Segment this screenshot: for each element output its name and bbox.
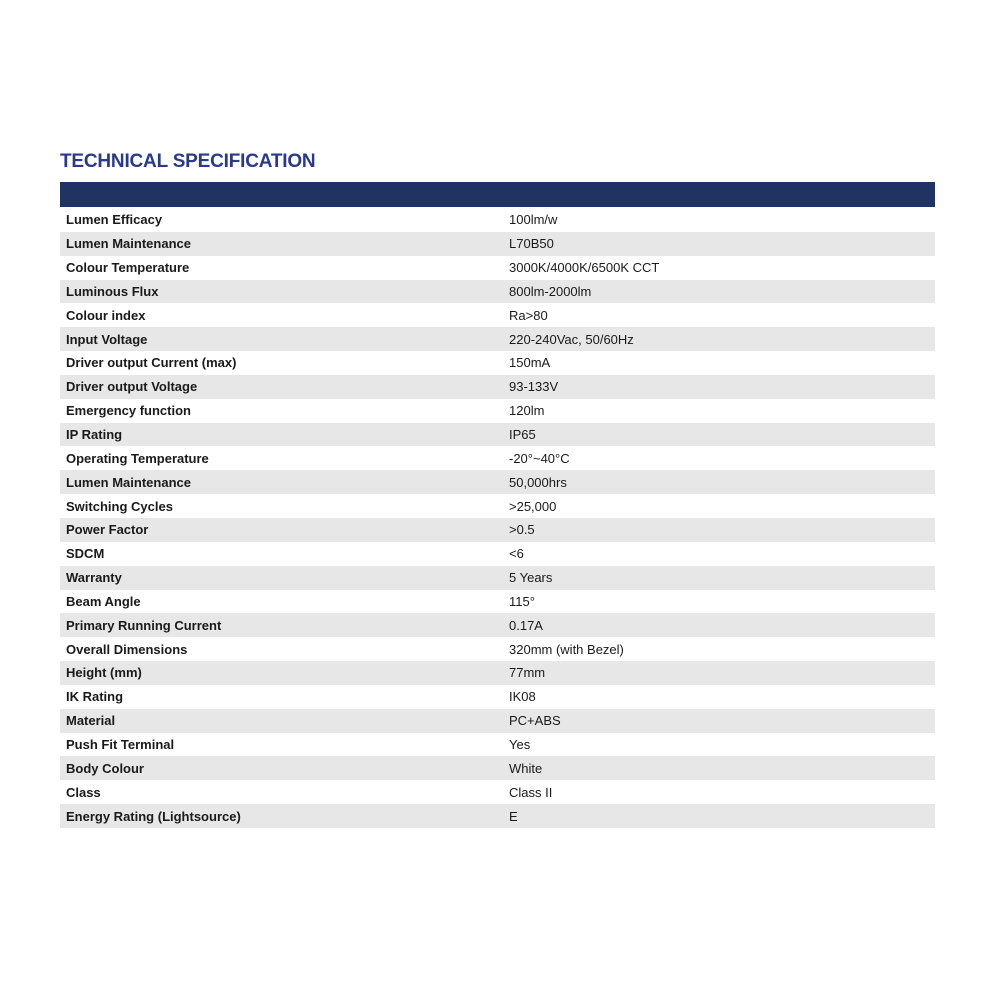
spec-value: >0.5 xyxy=(503,518,935,542)
table-row xyxy=(60,423,935,447)
spec-value: 0.17A xyxy=(503,613,935,637)
table-row xyxy=(60,756,935,780)
spec-value: 77mm xyxy=(503,661,935,685)
table-row xyxy=(60,661,935,685)
table-header-bar xyxy=(60,182,935,207)
spec-label: Primary Running Current xyxy=(60,613,503,637)
spec-value: E xyxy=(503,804,935,828)
spec-label: Lumen Maintenance xyxy=(60,232,503,256)
table-row xyxy=(60,542,935,566)
table-row xyxy=(60,518,935,542)
spec-value: 93-133V xyxy=(503,375,935,399)
spec-value: L70B50 xyxy=(503,232,935,256)
spec-label: Material xyxy=(60,709,503,733)
spec-label: Driver output Current (max) xyxy=(60,351,503,375)
spec-label: Emergency function xyxy=(60,399,503,423)
spec-value: IP65 xyxy=(503,423,935,447)
spec-value: 150mA xyxy=(503,351,935,375)
table-row xyxy=(60,566,935,590)
spec-label: Beam Angle xyxy=(60,590,503,614)
spec-label: Colour Temperature xyxy=(60,256,503,280)
spec-value: 3000K/4000K/6500K CCT xyxy=(503,256,935,280)
table-row xyxy=(60,327,935,351)
spec-value: 115° xyxy=(503,590,935,614)
table-row xyxy=(60,446,935,470)
spec-label: Push Fit Terminal xyxy=(60,733,503,757)
table-row xyxy=(60,375,935,399)
spec-value: Ra>80 xyxy=(503,303,935,327)
table-row xyxy=(60,232,935,256)
table-row xyxy=(60,709,935,733)
spec-value: 5 Years xyxy=(503,566,935,590)
spec-label: Operating Temperature xyxy=(60,446,503,470)
table-row xyxy=(60,590,935,614)
spec-label: SDCM xyxy=(60,542,503,566)
spec-value: Yes xyxy=(503,733,935,757)
spec-value: 100lm/w xyxy=(503,208,935,232)
table-row xyxy=(60,256,935,280)
spec-table-body xyxy=(60,208,935,828)
spec-label: Class xyxy=(60,780,503,804)
spec-label: IK Rating xyxy=(60,685,503,709)
spec-label: Energy Rating (Lightsource) xyxy=(60,804,503,828)
table-row xyxy=(60,399,935,423)
spec-label: Height (mm) xyxy=(60,661,503,685)
table-row xyxy=(60,303,935,327)
spec-table xyxy=(60,208,935,828)
spec-value: 120lm xyxy=(503,399,935,423)
spec-label: Driver output Voltage xyxy=(60,375,503,399)
spec-value: White xyxy=(503,756,935,780)
table-row xyxy=(60,208,935,232)
table-row xyxy=(60,780,935,804)
spec-label: Power Factor xyxy=(60,518,503,542)
spec-label: Overall Dimensions xyxy=(60,637,503,661)
spec-label: Lumen Efficacy xyxy=(60,208,503,232)
spec-value: >25,000 xyxy=(503,494,935,518)
spec-label: IP Rating xyxy=(60,423,503,447)
table-row xyxy=(60,733,935,757)
spec-value: PC+ABS xyxy=(503,709,935,733)
spec-value: <6 xyxy=(503,542,935,566)
table-row xyxy=(60,351,935,375)
spec-value: 50,000hrs xyxy=(503,470,935,494)
spec-label: Input Voltage xyxy=(60,327,503,351)
spec-value: 320mm (with Bezel) xyxy=(503,637,935,661)
spec-label: Luminous Flux xyxy=(60,280,503,304)
table-row xyxy=(60,494,935,518)
spec-label: Lumen Maintenance xyxy=(60,470,503,494)
page-title: TECHNICAL SPECIFICATION xyxy=(60,151,316,172)
spec-label: Body Colour xyxy=(60,756,503,780)
spec-label: Colour index xyxy=(60,303,503,327)
spec-value: Class II xyxy=(503,780,935,804)
table-row xyxy=(60,280,935,304)
table-row xyxy=(60,613,935,637)
table-row xyxy=(60,685,935,709)
spec-value: 220-240Vac, 50/60Hz xyxy=(503,327,935,351)
table-row xyxy=(60,804,935,828)
spec-value: -20°~40°C xyxy=(503,446,935,470)
table-row xyxy=(60,637,935,661)
spec-value: IK08 xyxy=(503,685,935,709)
spec-label: Switching Cycles xyxy=(60,494,503,518)
spec-label: Warranty xyxy=(60,566,503,590)
table-row xyxy=(60,470,935,494)
spec-value: 800lm-2000lm xyxy=(503,280,935,304)
